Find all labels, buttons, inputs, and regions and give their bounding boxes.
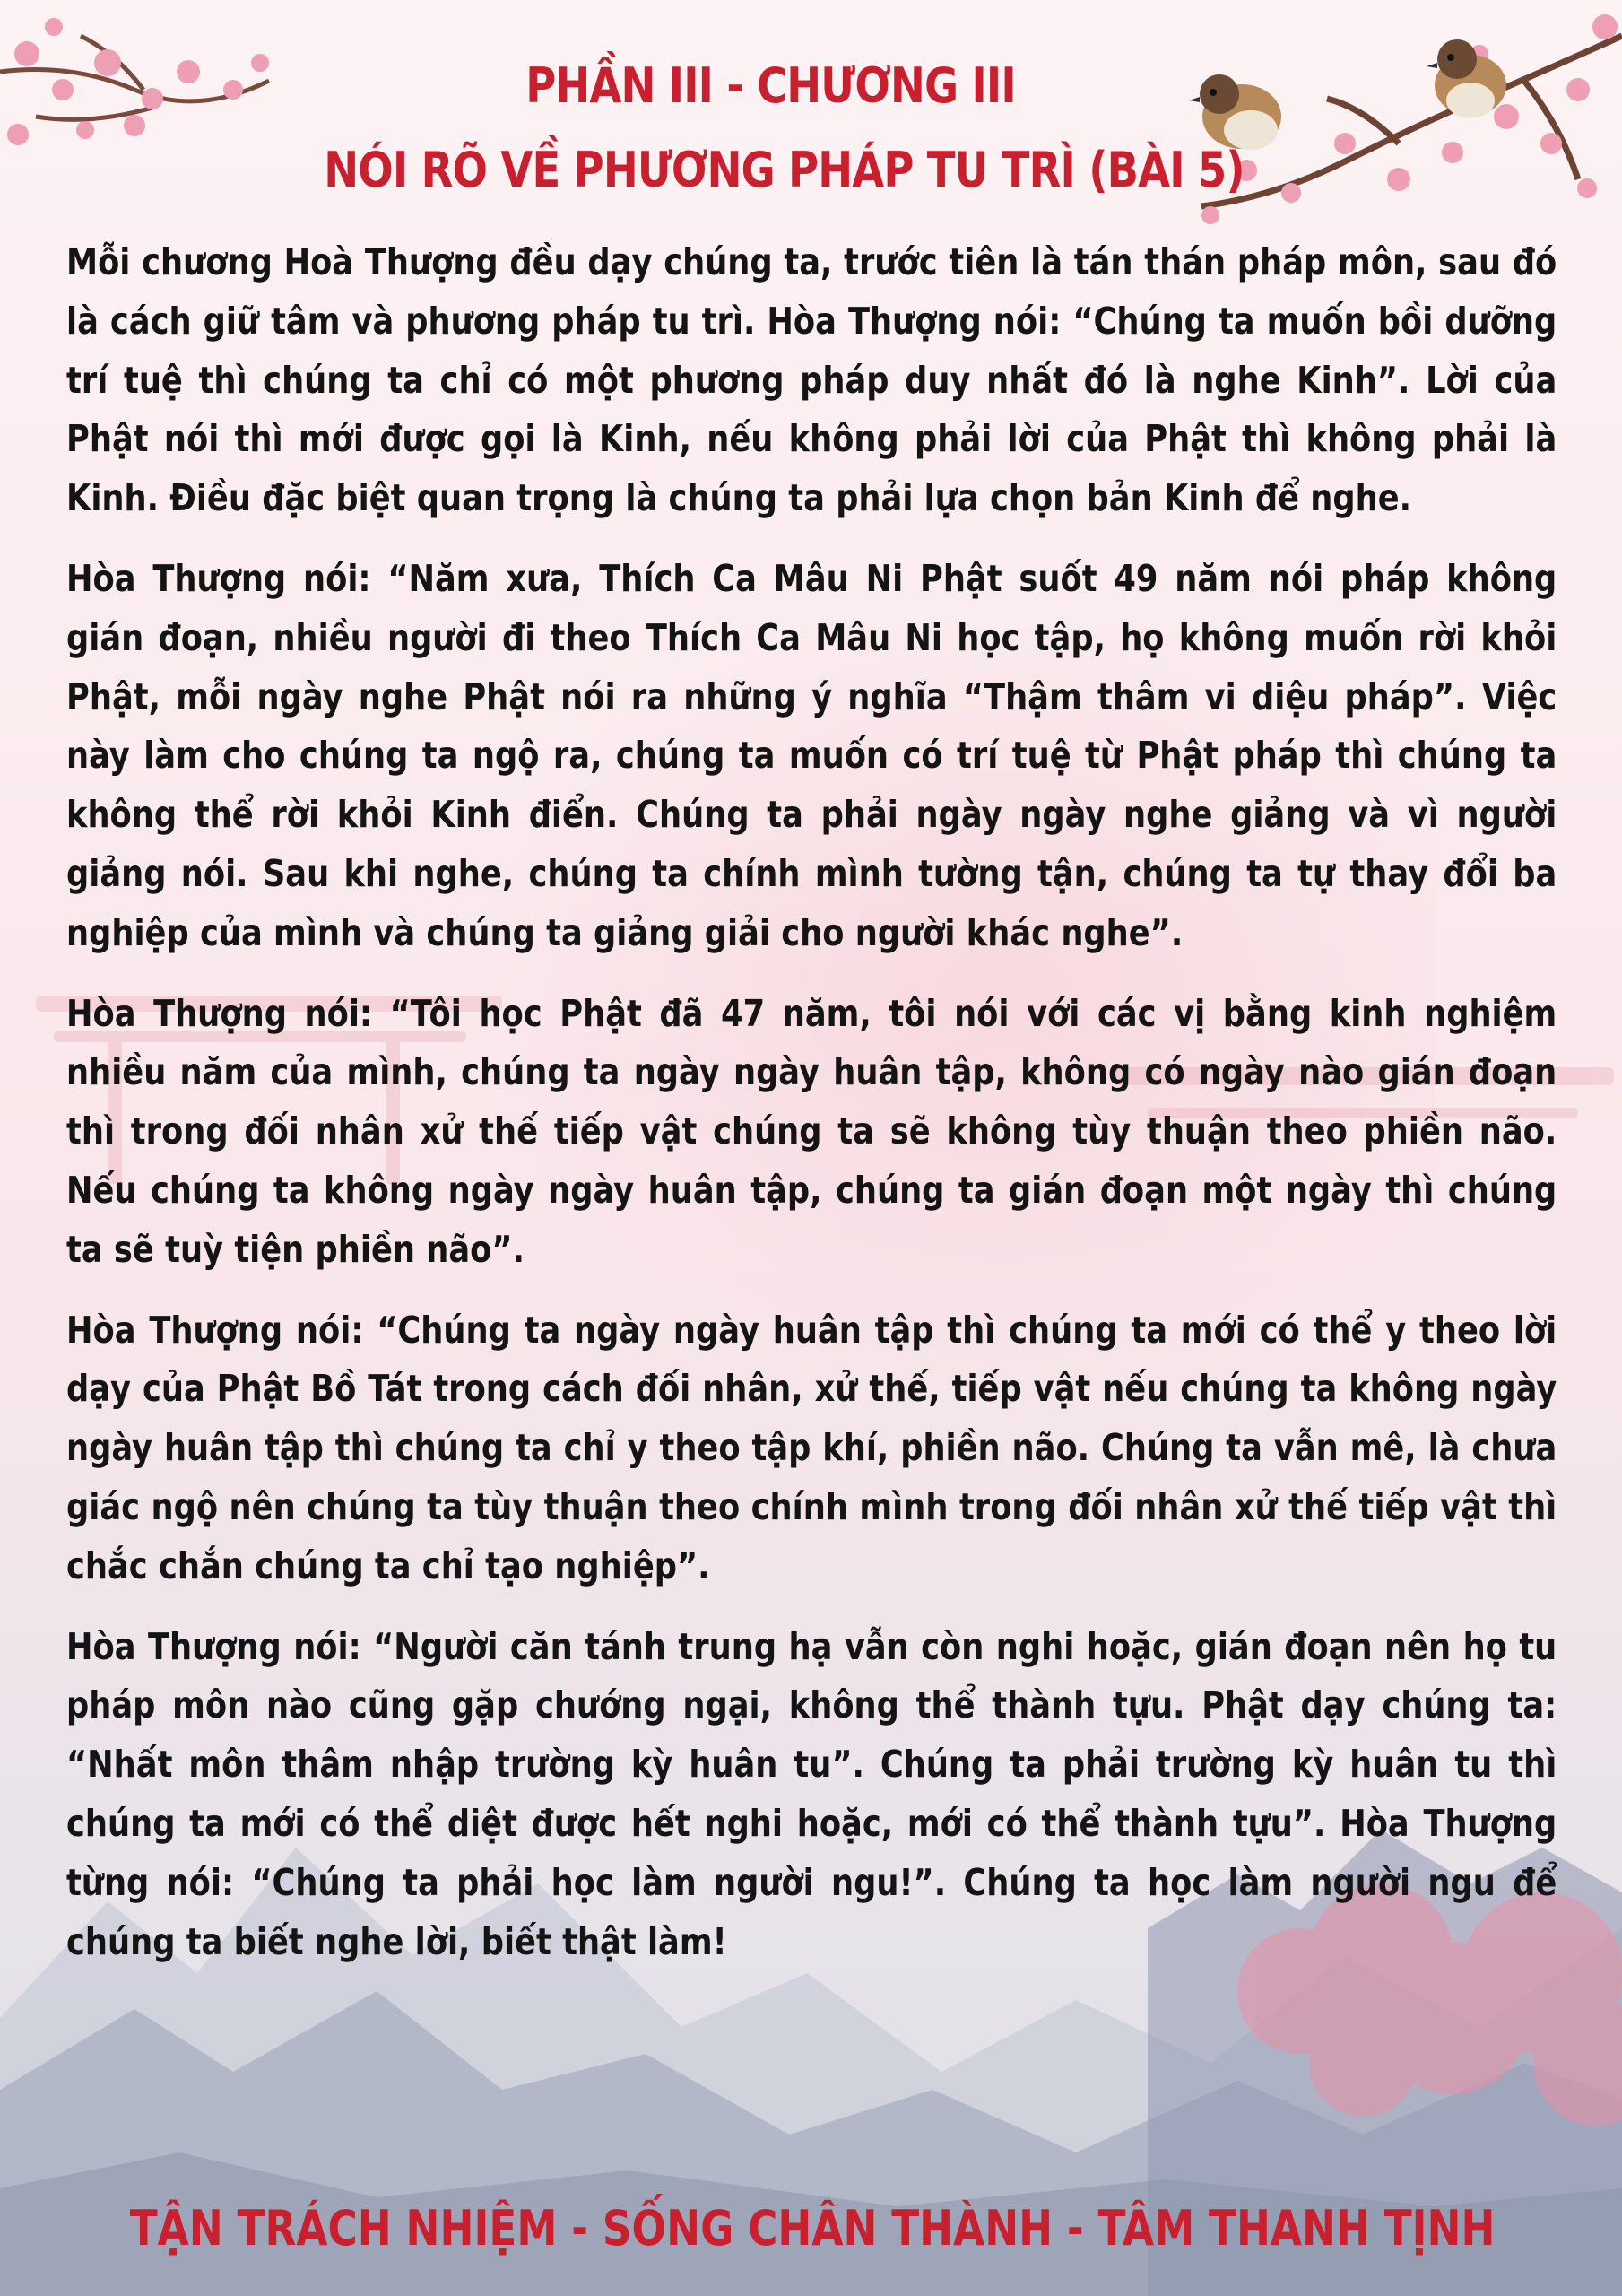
article-body [66,233,1557,1993]
chapter-title: PHẦN III - CHƯƠNG III [525,57,1016,114]
footer-motto: TẬN TRÁCH NHIỆM - SỐNG CHÂN THÀNH - TÂM THANH TỊNH [129,2200,1496,2257]
paragraph: Hòa Thượng nói: “Năm xưa, Thích Ca Mâu Ni Phật suốt 49 năm nói pháp không gián đoạn, nhiều người đi theo Thích Ca Mâu Ni học tập, họ không muốn rời khỏi Phật, mỗi ngày nghe Phật nói ra những ý nghĩa “Thậm thâm vi diệu pháp”. Việc này làm cho chúng ta ngộ ra, chúng ta muốn có trí tuệ từ Phật pháp thì chúng ta không thể rời khỏi Kinh điển. Chúng ta phải ngày ngày nghe giảng và vì người giảng nói. Sau khi nghe, chúng ta chính mình tường tận, chúng ta tự thay đổi ba nghiệp của mình và chúng ta giảng giải cho người khác nghe”. [66,556,1557,954]
paragraph: Mỗi chương Hoà Thượng đều dạy chúng ta, trước tiên là tán thán pháp môn, sau đó là cách giữ tâm và phương pháp tu trì. Hòa Thượng nói: “Chúng ta muốn bồi dưỡng trí tuệ thì chúng ta chỉ có một phương pháp duy nhất đó là nghe Kinh”. Lời của Phật nói thì mới được gọi là Kinh, nếu không phải lời của Phật thì không phải là Kinh. Điều đặc biệt quan trọng là chúng ta phải lựa chọn bản Kinh để nghe. [66,240,1557,520]
paragraph: Hòa Thượng nói: “Người căn tánh trung hạ vẫn còn nghi hoặc, gián đoạn nên họ tu pháp môn nào cũng gặp chướng ngại, không thể thành tựu. Phật dạy chúng ta: “Nhất môn thâm nhập trường kỳ huân tu”. Chúng ta phải trường kỳ huân tu thì chúng ta mới có thể diệt được hết nghi hoặc, mới có thể thành tựu”. Hòa Thượng từng nói: “Chúng ta phải học làm người ngu!”. Chúng ta học làm người ngu để chúng ta biết nghe lời, biết thật làm! [66,1624,1557,1963]
paragraph: Hòa Thượng nói: “Tôi học Phật đã 47 năm, tôi nói với các vị bằng kinh nghiệm nhiều năm của mình, chúng ta ngày ngày huân tập, không có ngày nào gián đoạn thì trong đối nhân xử thế tiếp vật chúng ta sẽ không tùy thuận theo phiền não. Nếu chúng ta không ngày ngày huân tập, chúng ta gián đoạn một ngày thì chúng ta sẽ tuỳ tiện phiền não”. [66,991,1557,1271]
lesson-title: NÓI RÕ VỀ PHƯƠNG PHÁP TU TRÌ (BÀI 5) [324,142,1245,198]
paragraph: Hòa Thượng nói: “Chúng ta ngày ngày huân tập thì chúng ta mới có thể y theo lời dạy của Phật Bồ Tát trong cách đối nhân, xử thế, tiếp vật nếu chúng ta không ngày ngày huân tập thì chúng ta chỉ y theo tập khí, phiền não. Chúng ta vẫn mê, là chưa giác ngộ nên chúng ta tùy thuận theo chính mình trong đối nhân xử thế tiếp vật thì chắc chắn chúng ta chỉ tạo nghiệp”. [66,1308,1557,1587]
